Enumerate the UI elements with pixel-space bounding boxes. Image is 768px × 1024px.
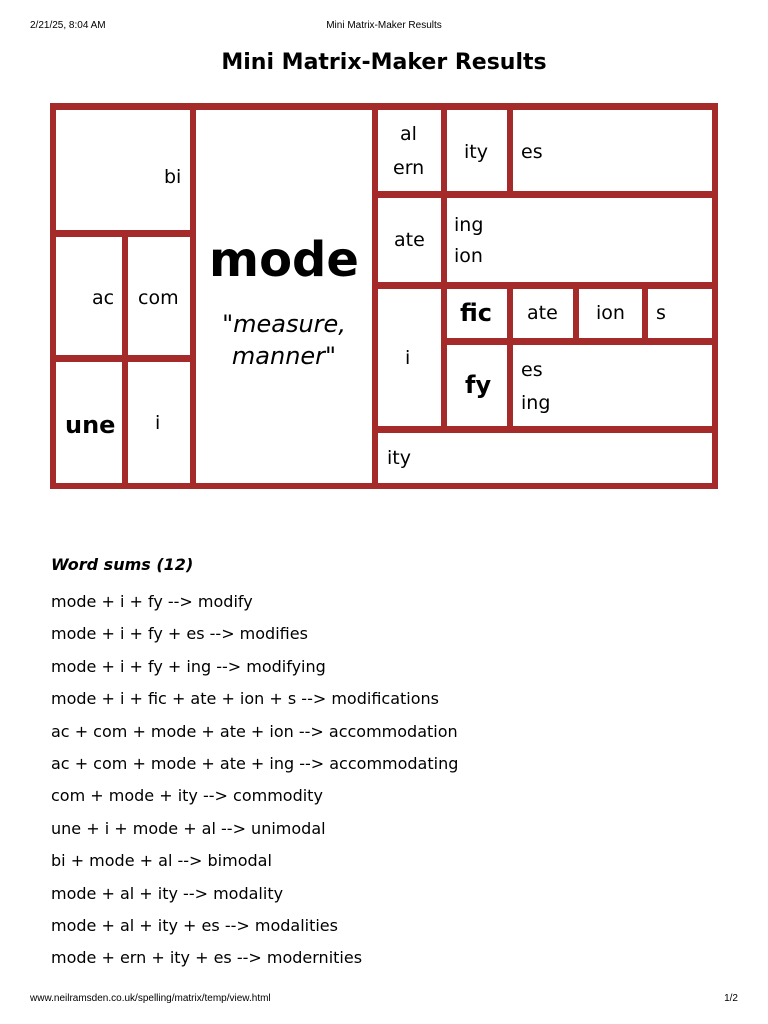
- suffix-cell-ity-top: [447, 110, 507, 191]
- suffix-ity-bottom: ity: [387, 447, 411, 469]
- prefix-cell-bi: [56, 110, 190, 230]
- print-datetime: 2/21/25, 8:04 AM: [30, 20, 106, 31]
- prefix-ac: ac: [92, 287, 115, 309]
- word-sum-item: ac + com + mode + ate + ion --> accommodation: [51, 721, 458, 741]
- prefix-cell-une: [56, 362, 122, 483]
- prefix-cell-i: [128, 362, 190, 483]
- suffix-cell-al-ern: [378, 110, 441, 191]
- suffix-fy-ing: ing: [521, 392, 551, 414]
- suffix-ion: ion: [454, 245, 483, 267]
- suffix-cell-fy: [447, 345, 507, 426]
- suffix-ing: ing: [454, 214, 484, 236]
- word-sum-item: ac + com + mode + ate + ing --> accommodating: [51, 753, 459, 773]
- word-sum-item: mode + ern + ity + es --> modernities: [51, 948, 363, 968]
- suffix-fic-ion: ion: [596, 302, 625, 324]
- suffix-cell-fic-ion: [579, 289, 642, 338]
- suffix-cell-es-top: [513, 110, 712, 191]
- suffix-fy: fy: [465, 371, 492, 399]
- print-footer-url: www.neilramsden.co.uk/spelling/matrix/temp/view.html: [30, 993, 271, 1004]
- prefix-i: i: [155, 412, 161, 434]
- prefix-cell-ac: [56, 237, 122, 355]
- page-title: Mini Matrix-Maker Results: [221, 50, 547, 75]
- word-sum-item: mode + al + ity + es --> modalities: [51, 915, 338, 935]
- base-word: mode: [209, 232, 359, 288]
- print-footer-page: 1/2: [724, 993, 738, 1004]
- suffix-fic: fic: [460, 299, 493, 327]
- word-sum-item: une + i + mode + al --> unimodal: [51, 818, 326, 838]
- suffix-al: al: [400, 123, 417, 145]
- word-sum-item: bi + mode + al --> bimodal: [51, 851, 272, 871]
- suffix-cell-fic-s: [648, 289, 712, 338]
- suffix-cell-fy-es-ing: [513, 345, 712, 426]
- prefix-cell-com: [128, 237, 190, 355]
- word-sum-item: mode + i + fy + es --> modifies: [51, 624, 308, 644]
- base-cell: [196, 110, 372, 483]
- word-matrix: [50, 103, 718, 489]
- word-sums-list: [51, 592, 458, 981]
- suffix-ity-top: ity: [464, 141, 488, 163]
- suffix-ern: ern: [393, 157, 425, 179]
- base-meaning-line1: "measure,: [222, 310, 346, 338]
- suffix-i: i: [405, 347, 411, 369]
- suffix-es-top: es: [521, 141, 543, 163]
- prefix-com: com: [138, 287, 179, 309]
- suffix-ate: ate: [394, 229, 425, 251]
- word-sum-item: com + mode + ity --> commodity: [51, 786, 323, 806]
- prefix-une: une: [65, 411, 116, 439]
- suffix-cell-fic-ate: [513, 289, 573, 338]
- suffix-cell-ity-bottom: [378, 433, 712, 483]
- base-meaning-line2: manner": [231, 342, 337, 370]
- word-sum-item: mode + i + fic + ate + ion + s --> modifications: [51, 689, 439, 709]
- word-sum-item: mode + al + ity --> modality: [51, 883, 284, 903]
- prefix-bi: bi: [164, 166, 182, 188]
- suffix-cell-ate: [378, 198, 441, 282]
- suffix-cell-fic: [447, 289, 507, 338]
- suffix-cell-ing-ion: [447, 198, 712, 282]
- base-meaning: [196, 308, 372, 372]
- suffix-fic-ate: ate: [527, 302, 558, 324]
- word-sum-item: mode + i + fy --> modify: [51, 592, 253, 611]
- word-sum-item: mode + i + fy + ing --> modifying: [51, 656, 326, 676]
- suffix-cell-i: [378, 289, 441, 426]
- print-doc-title: Mini Matrix-Maker Results: [326, 20, 442, 31]
- suffix-fy-es: es: [521, 359, 543, 381]
- suffix-fic-s: s: [656, 302, 666, 324]
- word-sums-heading: Word sums (12): [51, 555, 194, 574]
